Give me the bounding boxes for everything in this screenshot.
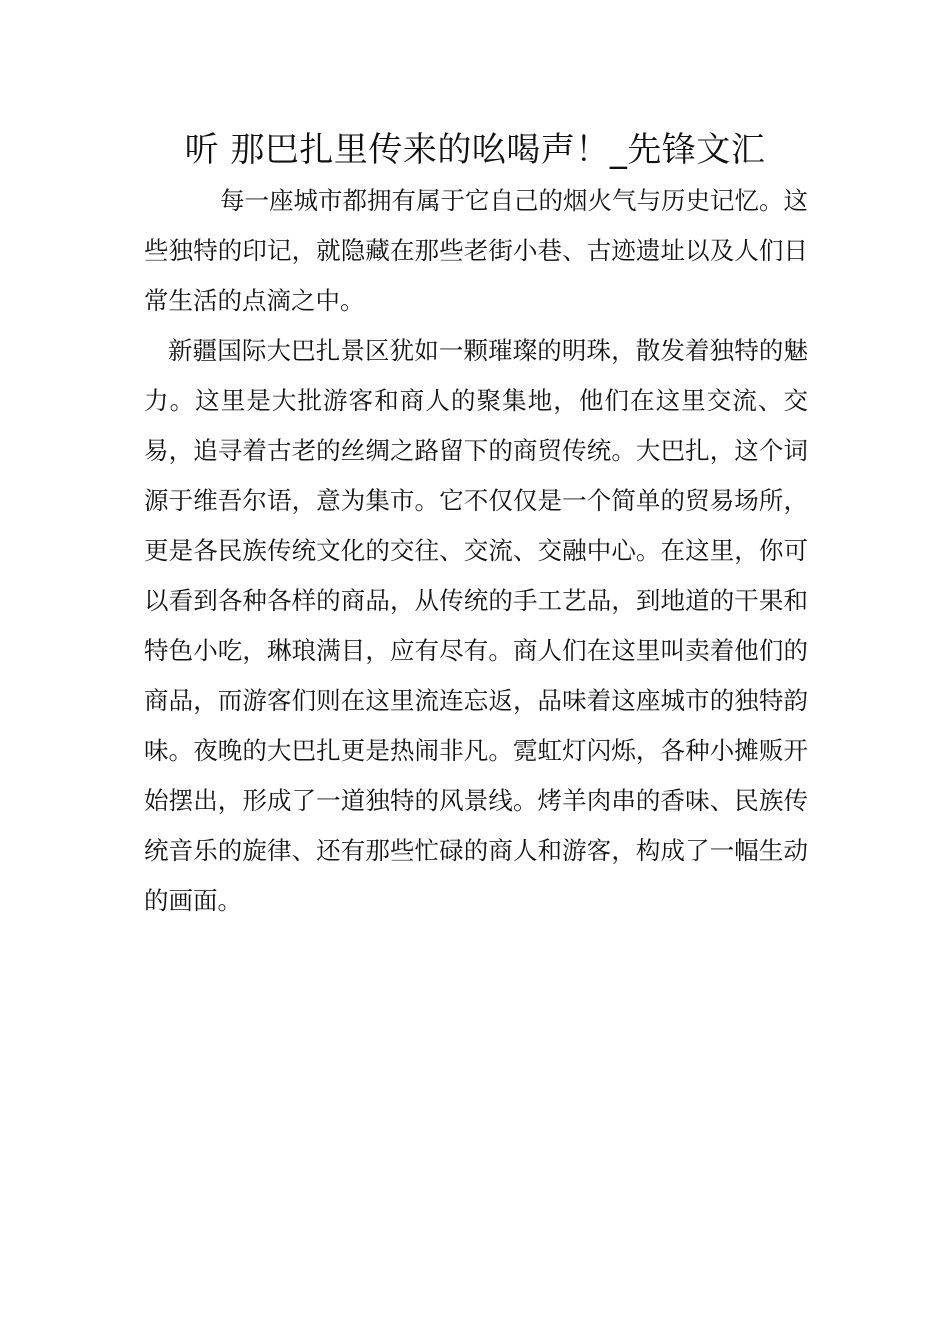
paragraph-intro: 每一座城市都拥有属于它自己的烟火气与历史记忆。这些独特的印记，就隐藏在那些老街小巷、古迹遗址以及人们日常生活的点滴之中。: [144, 186, 808, 315]
paragraph-bazaar: 新疆国际大巴扎景区犹如一颗璀璨的明珠，散发着独特的魅力。这里是大批游客和商人的聚集地，他们在这里交流、交易，追寻着古老的丝绸之路留下的商贸传统。大巴扎，这个词源于维吾尔语，意为集市。它不仅仅是一个简单的贸易场所，更是各民族传统文化的交往、交流、交融中心。在这里，你可以看到各种各样的商品，从传统的手工艺品，到地道的干果和特色小吃，琳琅满目，应有尽有。商人们在这里叫卖着他们的商品，而游客们则在这里流连忘返，品味着这座城市的独特韵味。夜晚的大巴扎更是热闹非凡。霓虹灯闪烁，各种小摊贩开始摆出，形成了一道独特的风景线。烤羊肉串的香味、民族传统音乐的旋律、还有那些忙碌的商人和游客，构成了一幅生动的画面。: [144, 336, 808, 915]
page-title: 听 那巴扎里传来的吆喝声！_先锋文汇: [184, 130, 766, 170]
